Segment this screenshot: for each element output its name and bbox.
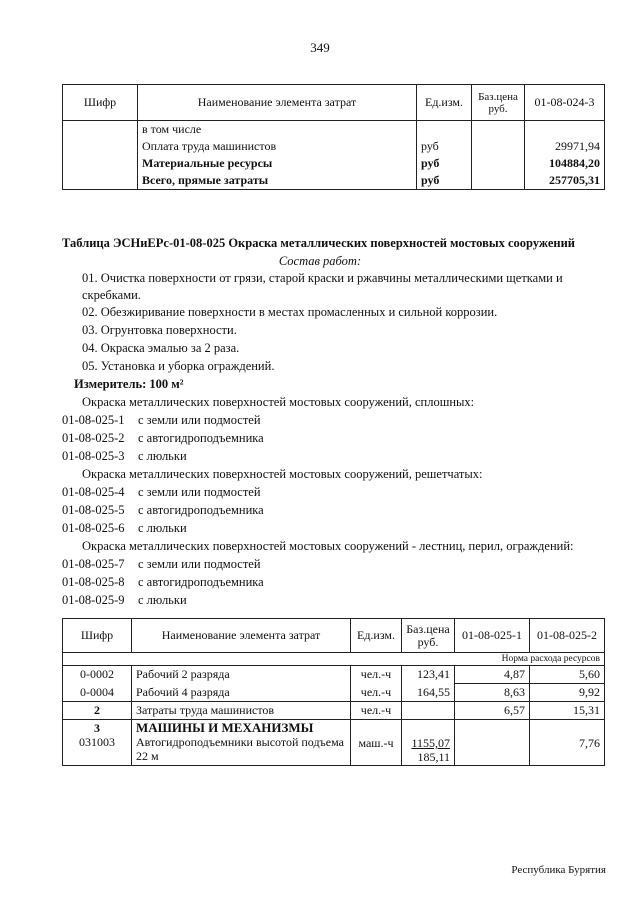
page-number: 349 [310, 40, 330, 55]
row-unit: руб [417, 155, 472, 172]
row-value-2: 5,60 [530, 666, 605, 684]
work-item: 02. Обезжиривание поверхности в местах промасленных и сильной коррозии. [82, 305, 498, 319]
work-item: 05. Установка и уборка ограждений. [82, 359, 275, 373]
table-row [63, 684, 605, 702]
row-name: в том числе [142, 122, 202, 136]
machine-value-2: 7,76 [530, 720, 605, 766]
group-heading: Окраска металлических поверхностей мостовых сооружений, решетчатых: [82, 467, 483, 481]
table-header-row [63, 85, 605, 121]
row-value-1: 6,57 [455, 702, 530, 720]
header-price: Баз.цена руб. [472, 85, 525, 121]
measure-unit: Измеритель: 100 м² [74, 377, 184, 391]
table-header-row [63, 619, 605, 653]
item-code: 01-08-025-6 [62, 521, 125, 535]
row-unit: чел.-ч [351, 666, 402, 684]
list-item [62, 485, 261, 500]
header-col-025-2: 01-08-025-2 [530, 619, 605, 653]
list-item [62, 593, 187, 608]
list-item [62, 503, 264, 518]
table-row [63, 172, 605, 190]
item-code: 01-08-025-3 [62, 449, 125, 463]
list-item [62, 449, 187, 464]
row-name: Всего, прямые затраты [138, 172, 417, 190]
item-code: 01-08-025-9 [62, 593, 125, 607]
section-number: 3 [94, 721, 100, 735]
norm-label-row [63, 653, 605, 666]
row-name: Материальные ресурсы [142, 156, 273, 170]
row-unit: чел.-ч [351, 702, 402, 720]
section-label: МАШИНЫ И МЕХАНИЗМЫ [136, 720, 314, 735]
row-value: 29971,94 [525, 138, 605, 155]
table-row [63, 155, 605, 172]
item-text: с люльки [138, 593, 187, 607]
header-unit: Ед.изм. [417, 85, 472, 121]
header-col-024-3: 01-08-024-3 [525, 85, 605, 121]
machine-price-1: 1155,07 [411, 736, 450, 750]
row-value: 104884,20 [525, 155, 605, 172]
work-item: скребками. [82, 288, 141, 302]
item-text: с земли или подмостей [138, 413, 261, 427]
item-text: с земли или подмостей [138, 485, 261, 499]
row-value-2: 15,31 [530, 702, 605, 720]
item-code: 01-08-025-7 [62, 557, 125, 571]
item-text: с автогидроподъемника [138, 503, 264, 517]
header-code: Шифр [63, 619, 132, 653]
table-row [63, 666, 605, 684]
list-item [62, 413, 261, 428]
row-value: 257705,31 [525, 172, 605, 190]
header-price: Баз.цена руб. [402, 619, 455, 653]
works-subtitle: Состав работ: [278, 254, 362, 268]
row-name: Рабочий 4 разряда [132, 684, 351, 702]
row-price: 164,55 [402, 684, 455, 702]
group-heading: Окраска металлических поверхностей мостовых сооружений, сплошных: [82, 395, 475, 409]
item-text: с автогидроподъемника [138, 431, 264, 445]
table-row [63, 720, 605, 766]
row-value-1: 4,87 [455, 666, 530, 684]
row-unit: руб [417, 172, 472, 190]
row-name: Затраты труда машинистов [132, 702, 351, 720]
header-name: Наименование элемента затрат [138, 85, 417, 121]
item-text: с люльки [138, 521, 187, 535]
row-price [402, 702, 455, 720]
header-col-025-1: 01-08-025-1 [455, 619, 530, 653]
header-name: Наименование элемента затрат [132, 619, 351, 653]
table-row [63, 702, 605, 720]
header-code: Шифр [63, 85, 138, 121]
row-unit: руб [417, 138, 472, 155]
table-row [63, 138, 605, 155]
item-text: с автогидроподъемника [138, 575, 264, 589]
table-cost-summary [62, 84, 605, 190]
item-text: с земли или подмостей [138, 557, 261, 571]
row-value-2: 9,92 [530, 684, 605, 702]
item-code: 01-08-025-4 [62, 485, 125, 499]
footer-region: Республика Бурятия [511, 864, 606, 876]
norm-label: Норма расхода ресурсов [455, 653, 605, 666]
work-item: 03. Огрунтовка поверхности. [82, 323, 237, 337]
row-code: 0-0004 [63, 684, 132, 702]
table-row [63, 121, 605, 139]
row-code: 2 [63, 702, 132, 720]
list-item [62, 431, 264, 446]
row-price: 123,41 [402, 666, 455, 684]
item-code: 01-08-025-5 [62, 503, 125, 517]
machine-unit: маш.-ч [351, 720, 402, 766]
row-value-1: 8,63 [455, 684, 530, 702]
table-resource-norms [62, 618, 605, 766]
item-code: 01-08-025-1 [62, 413, 125, 427]
machine-value-1 [455, 720, 530, 766]
list-item [62, 521, 187, 536]
item-code: 01-08-025-2 [62, 431, 125, 445]
header-unit: Ед.изм. [351, 619, 402, 653]
item-code: 01-08-025-8 [62, 575, 125, 589]
table-title: Таблица ЭСНиЕРс-01-08-025 Окраска металлических поверхностей мостовых сооружений [62, 236, 575, 250]
row-name: Оплата труда машинистов [142, 139, 277, 153]
list-item [62, 557, 261, 572]
list-item [62, 575, 264, 590]
group-heading: Окраска металлических поверхностей мостовых сооружений - лестниц, перил, ограждений: [82, 539, 574, 553]
machine-name: Автогидроподъемники высотой подъема 22 м [136, 735, 344, 763]
item-text: с люльки [138, 449, 187, 463]
row-unit: чел.-ч [351, 684, 402, 702]
row-code: 0-0002 [63, 666, 132, 684]
machine-price-2: 185,11 [417, 750, 450, 764]
work-item: 01. Очистка поверхности от грязи, старой краски и ржавчины металлическими щетками и [82, 271, 563, 285]
work-item: 04. Окраска эмалью за 2 раза. [82, 341, 240, 355]
row-name: Рабочий 2 разряда [132, 666, 351, 684]
machine-code: 031003 [79, 735, 115, 749]
